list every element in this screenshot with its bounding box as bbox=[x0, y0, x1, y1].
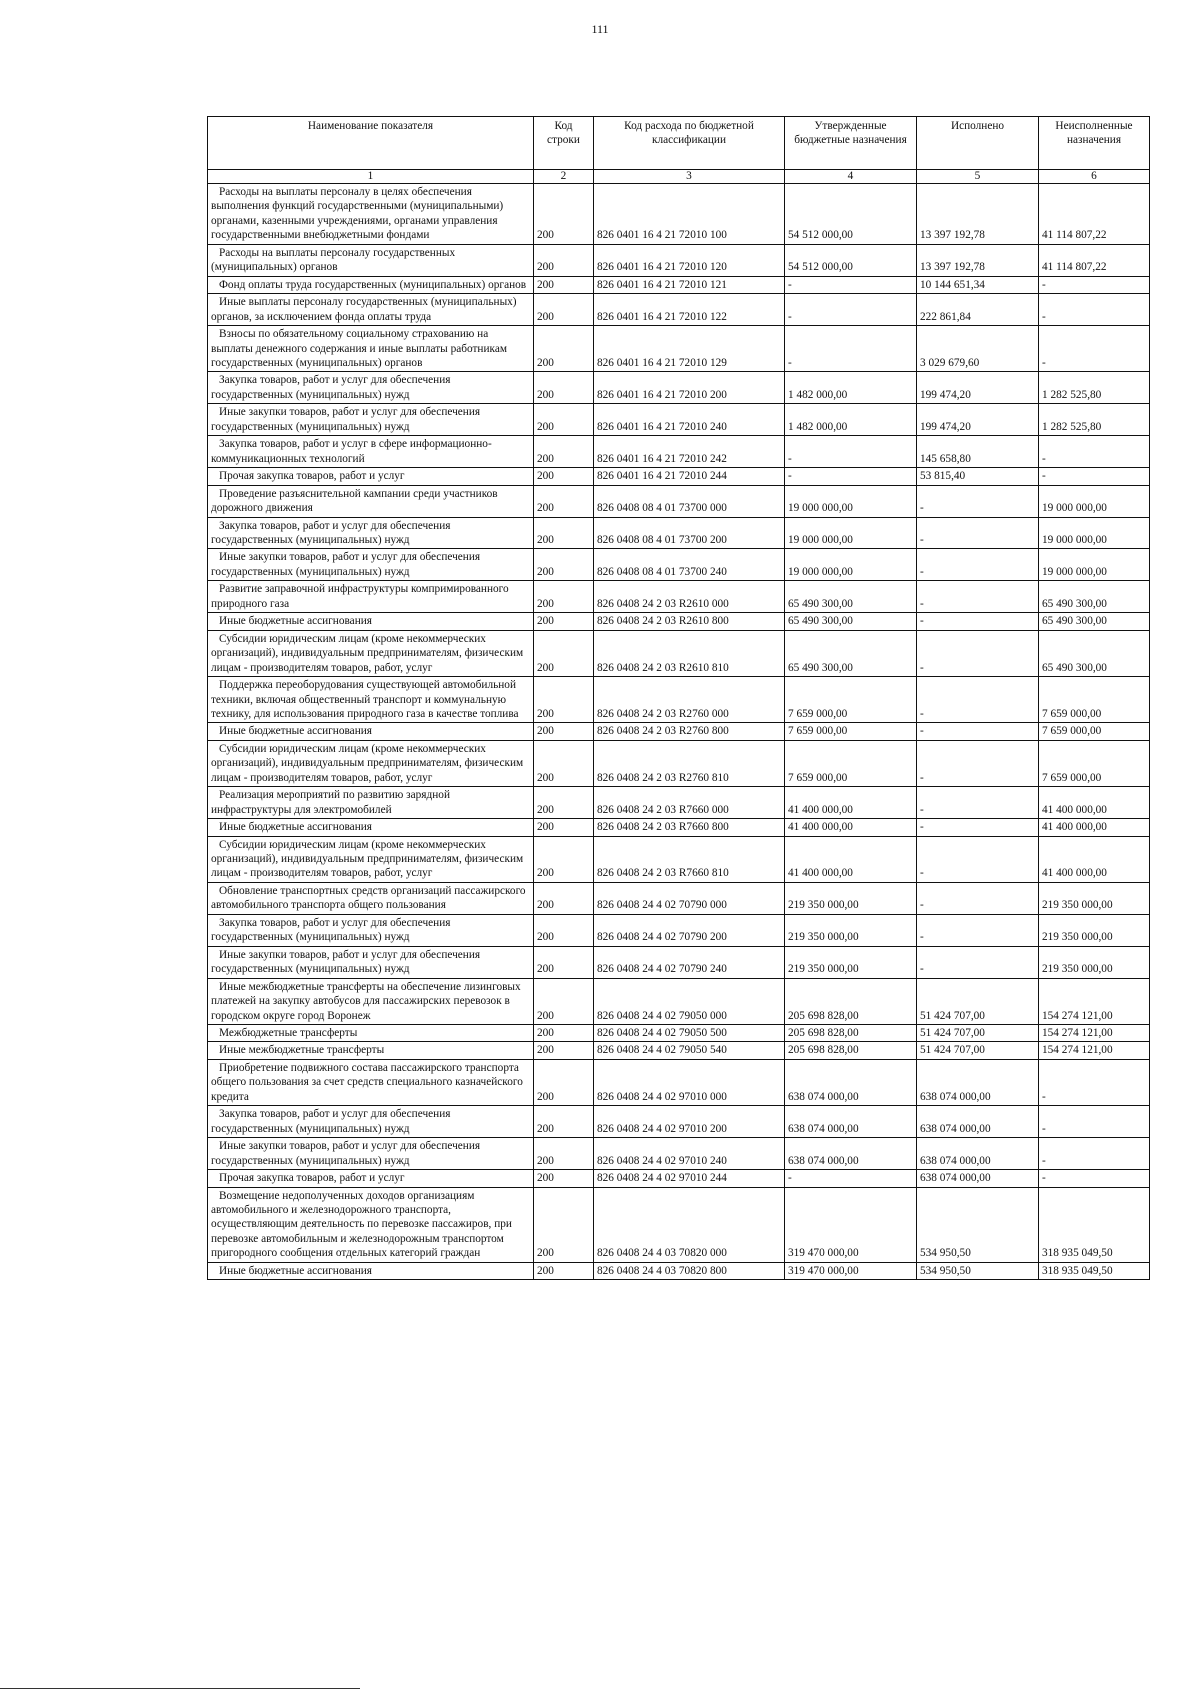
executed-amount-cell: 51 424 707,00 bbox=[917, 978, 1039, 1024]
unexecuted-amount-cell: 154 274 121,00 bbox=[1039, 1042, 1150, 1059]
expense-code-cell: 826 0408 24 4 03 70820 800 bbox=[594, 1262, 785, 1279]
unexecuted-amount-cell: - bbox=[1039, 1138, 1150, 1170]
header-approved: Утвержденные бюджетные назначения bbox=[785, 117, 917, 170]
unexecuted-amount-cell: 219 350 000,00 bbox=[1039, 946, 1150, 978]
table-row bbox=[208, 404, 1150, 436]
table-row bbox=[208, 1187, 1150, 1262]
approved-amount-cell: - bbox=[785, 436, 917, 468]
executed-amount-cell: - bbox=[917, 836, 1039, 882]
approved-amount-cell: 205 698 828,00 bbox=[785, 1042, 917, 1059]
indicator-name-cell: Закупка товаров, работ и услуг для обеспечения государственных (муниципальных) нужд bbox=[208, 372, 534, 404]
table-body bbox=[208, 184, 1150, 1280]
expense-code-cell: 826 0408 24 4 02 70790 240 bbox=[594, 946, 785, 978]
executed-amount-cell: - bbox=[917, 946, 1039, 978]
unexecuted-amount-cell: 65 490 300,00 bbox=[1039, 581, 1150, 613]
indicator-name-cell: Иные закупки товаров, работ и услуг для обеспечения государственных (муниципальных) нужд bbox=[208, 1138, 534, 1170]
line-code-cell: 200 bbox=[534, 468, 594, 485]
table-row bbox=[208, 914, 1150, 946]
unexecuted-amount-cell: - bbox=[1039, 468, 1150, 485]
line-code-cell: 200 bbox=[534, 294, 594, 326]
approved-amount-cell: 7 659 000,00 bbox=[785, 677, 917, 723]
table-row bbox=[208, 1106, 1150, 1138]
indicator-name-cell: Закупка товаров, работ и услуг для обеспечения государственных (муниципальных) нужд bbox=[208, 914, 534, 946]
expense-code-cell: 826 0408 24 2 03 R7660 810 bbox=[594, 836, 785, 882]
line-code-cell: 200 bbox=[534, 978, 594, 1024]
unexecuted-amount-cell: 41 114 807,22 bbox=[1039, 184, 1150, 245]
line-code-cell: 200 bbox=[534, 1059, 594, 1105]
column-number: 2 bbox=[534, 170, 594, 184]
scan-edge-line bbox=[0, 1688, 360, 1689]
table-row bbox=[208, 1059, 1150, 1105]
expense-code-cell: 826 0408 24 2 03 R2610 810 bbox=[594, 630, 785, 676]
expense-code-cell: 826 0408 24 4 02 97010 244 bbox=[594, 1170, 785, 1187]
indicator-name-cell: Возмещение недополученных доходов организациям автомобильного и железнодорожного транспорта, осуществляющим деятельность по перевозке пассажиров, при перевозке автомобильным и железнодорожным транспортом пригородного сообщения отдельных категорий граждан bbox=[208, 1187, 534, 1262]
approved-amount-cell: 205 698 828,00 bbox=[785, 978, 917, 1024]
unexecuted-amount-cell: - bbox=[1039, 436, 1150, 468]
approved-amount-cell: 19 000 000,00 bbox=[785, 517, 917, 549]
line-code-cell: 200 bbox=[534, 372, 594, 404]
executed-amount-cell: 51 424 707,00 bbox=[917, 1042, 1039, 1059]
line-code-cell: 200 bbox=[534, 1106, 594, 1138]
column-number: 1 bbox=[208, 170, 534, 184]
table-row bbox=[208, 787, 1150, 819]
indicator-name-cell: Прочая закупка товаров, работ и услуг bbox=[208, 1170, 534, 1187]
executed-amount-cell: - bbox=[917, 630, 1039, 676]
unexecuted-amount-cell: 7 659 000,00 bbox=[1039, 740, 1150, 786]
indicator-name-cell: Закупка товаров, работ и услуг для обеспечения государственных (муниципальных) нужд bbox=[208, 517, 534, 549]
indicator-name-cell: Обновление транспортных средств организаций пассажирского автомобильного транспорта общего пользования bbox=[208, 882, 534, 914]
budget-execution-table bbox=[207, 116, 1150, 1280]
indicator-name-cell: Проведение разъяснительной кампании среди участников дорожного движения bbox=[208, 485, 534, 517]
table-row bbox=[208, 677, 1150, 723]
expense-code-cell: 826 0408 24 4 02 97010 200 bbox=[594, 1106, 785, 1138]
expense-code-cell: 826 0408 24 4 02 97010 240 bbox=[594, 1138, 785, 1170]
table-row bbox=[208, 946, 1150, 978]
unexecuted-amount-cell: 41 114 807,22 bbox=[1039, 244, 1150, 276]
indicator-name-cell: Развитие заправочной инфраструктуры компримированного природного газа bbox=[208, 581, 534, 613]
unexecuted-amount-cell: 41 400 000,00 bbox=[1039, 836, 1150, 882]
table-row bbox=[208, 1262, 1150, 1279]
table-row bbox=[208, 184, 1150, 245]
indicator-name-cell: Иные закупки товаров, работ и услуг для обеспечения государственных (муниципальных) нужд bbox=[208, 549, 534, 581]
executed-amount-cell: 53 815,40 bbox=[917, 468, 1039, 485]
line-code-cell: 200 bbox=[534, 740, 594, 786]
expense-code-cell: 826 0408 24 2 03 R2610 000 bbox=[594, 581, 785, 613]
table-row bbox=[208, 978, 1150, 1024]
unexecuted-amount-cell: 1 282 525,80 bbox=[1039, 404, 1150, 436]
approved-amount-cell: - bbox=[785, 294, 917, 326]
approved-amount-cell: 7 659 000,00 bbox=[785, 740, 917, 786]
approved-amount-cell: 41 400 000,00 bbox=[785, 819, 917, 836]
executed-amount-cell: - bbox=[917, 549, 1039, 581]
indicator-name-cell: Приобретение подвижного состава пассажирского транспорта общего пользования за счет средств специального казначейского кредита bbox=[208, 1059, 534, 1105]
executed-amount-cell: 51 424 707,00 bbox=[917, 1025, 1039, 1042]
table-row bbox=[208, 549, 1150, 581]
executed-amount-cell: 145 658,80 bbox=[917, 436, 1039, 468]
expense-code-cell: 826 0401 16 4 21 72010 100 bbox=[594, 184, 785, 245]
executed-amount-cell: - bbox=[917, 517, 1039, 549]
approved-amount-cell: 65 490 300,00 bbox=[785, 581, 917, 613]
approved-amount-cell: 219 350 000,00 bbox=[785, 946, 917, 978]
approved-amount-cell: 54 512 000,00 bbox=[785, 184, 917, 245]
indicator-name-cell: Поддержка переоборудования существующей автомобильной техники, включая общественный транспорт и коммунальную технику, для использования природного газа в качестве топлива bbox=[208, 677, 534, 723]
table-row bbox=[208, 485, 1150, 517]
expense-code-cell: 826 0408 24 4 02 70790 200 bbox=[594, 914, 785, 946]
table-row bbox=[208, 276, 1150, 293]
table-row bbox=[208, 723, 1150, 740]
executed-amount-cell: 638 074 000,00 bbox=[917, 1138, 1039, 1170]
approved-amount-cell: 219 350 000,00 bbox=[785, 882, 917, 914]
table-row bbox=[208, 517, 1150, 549]
line-code-cell: 200 bbox=[534, 1187, 594, 1262]
indicator-name-cell: Прочая закупка товаров, работ и услуг bbox=[208, 468, 534, 485]
header-line-code: Код строки bbox=[534, 117, 594, 170]
line-code-cell: 200 bbox=[534, 882, 594, 914]
line-code-cell: 200 bbox=[534, 836, 594, 882]
expense-code-cell: 826 0408 08 4 01 73700 240 bbox=[594, 549, 785, 581]
table-row bbox=[208, 1138, 1150, 1170]
indicator-name-cell: Иные закупки товаров, работ и услуг для обеспечения государственных (муниципальных) нужд bbox=[208, 946, 534, 978]
table-row bbox=[208, 294, 1150, 326]
line-code-cell: 200 bbox=[534, 581, 594, 613]
approved-amount-cell: 19 000 000,00 bbox=[785, 549, 917, 581]
executed-amount-cell: - bbox=[917, 613, 1039, 630]
line-code-cell: 200 bbox=[534, 946, 594, 978]
executed-amount-cell: - bbox=[917, 723, 1039, 740]
expense-code-cell: 826 0401 16 4 21 72010 240 bbox=[594, 404, 785, 436]
unexecuted-amount-cell: 7 659 000,00 bbox=[1039, 677, 1150, 723]
line-code-cell: 200 bbox=[534, 244, 594, 276]
indicator-name-cell: Субсидии юридическим лицам (кроме некоммерческих организаций), индивидуальным предпринимателям, физическим лицам - производителям товаров, работ, услуг bbox=[208, 836, 534, 882]
expense-code-cell: 826 0401 16 4 21 72010 242 bbox=[594, 436, 785, 468]
unexecuted-amount-cell: 219 350 000,00 bbox=[1039, 914, 1150, 946]
expense-code-cell: 826 0408 24 2 03 R7660 800 bbox=[594, 819, 785, 836]
expense-code-cell: 826 0401 16 4 21 72010 200 bbox=[594, 372, 785, 404]
executed-amount-cell: 638 074 000,00 bbox=[917, 1106, 1039, 1138]
expense-code-cell: 826 0408 24 4 02 79050 540 bbox=[594, 1042, 785, 1059]
approved-amount-cell: 19 000 000,00 bbox=[785, 485, 917, 517]
unexecuted-amount-cell: 7 659 000,00 bbox=[1039, 723, 1150, 740]
table-row bbox=[208, 1170, 1150, 1187]
approved-amount-cell: 205 698 828,00 bbox=[785, 1025, 917, 1042]
header-unexecuted: Неисполненные назначения bbox=[1039, 117, 1150, 170]
unexecuted-amount-cell: - bbox=[1039, 276, 1150, 293]
expense-code-cell: 826 0408 24 2 03 R2760 000 bbox=[594, 677, 785, 723]
indicator-name-cell: Реализация мероприятий по развитию зарядной инфраструктуры для электромобилей bbox=[208, 787, 534, 819]
unexecuted-amount-cell: 318 935 049,50 bbox=[1039, 1262, 1150, 1279]
indicator-name-cell: Взносы по обязательному социальному страхованию на выплаты денежного содержания и иные выплаты работникам государственных (муниципальных) органов bbox=[208, 326, 534, 372]
executed-amount-cell: 199 474,20 bbox=[917, 404, 1039, 436]
table-row bbox=[208, 630, 1150, 676]
line-code-cell: 200 bbox=[534, 184, 594, 245]
approved-amount-cell: 1 482 000,00 bbox=[785, 372, 917, 404]
table-row bbox=[208, 244, 1150, 276]
indicator-name-cell: Иные межбюджетные трансферты bbox=[208, 1042, 534, 1059]
approved-amount-cell: - bbox=[785, 276, 917, 293]
unexecuted-amount-cell: 219 350 000,00 bbox=[1039, 882, 1150, 914]
expense-code-cell: 826 0408 24 4 02 97010 000 bbox=[594, 1059, 785, 1105]
column-number: 5 bbox=[917, 170, 1039, 184]
unexecuted-amount-cell: - bbox=[1039, 1170, 1150, 1187]
unexecuted-amount-cell: 318 935 049,50 bbox=[1039, 1187, 1150, 1262]
unexecuted-amount-cell: - bbox=[1039, 294, 1150, 326]
unexecuted-amount-cell: - bbox=[1039, 1059, 1150, 1105]
expense-code-cell: 826 0408 24 2 03 R7660 000 bbox=[594, 787, 785, 819]
line-code-cell: 200 bbox=[534, 1042, 594, 1059]
line-code-cell: 200 bbox=[534, 1138, 594, 1170]
line-code-cell: 200 bbox=[534, 436, 594, 468]
approved-amount-cell: 219 350 000,00 bbox=[785, 914, 917, 946]
expense-code-cell: 826 0408 24 4 03 70820 000 bbox=[594, 1187, 785, 1262]
table-row bbox=[208, 1025, 1150, 1042]
column-number: 3 bbox=[594, 170, 785, 184]
executed-amount-cell: - bbox=[917, 485, 1039, 517]
indicator-name-cell: Закупка товаров, работ и услуг в сфере информационно-коммуникационных технологий bbox=[208, 436, 534, 468]
table-header-row bbox=[208, 117, 1150, 170]
expense-code-cell: 826 0401 16 4 21 72010 122 bbox=[594, 294, 785, 326]
header-expense-code: Код расхода по бюджетной классификации bbox=[594, 117, 785, 170]
table-row bbox=[208, 740, 1150, 786]
line-code-cell: 200 bbox=[534, 1262, 594, 1279]
unexecuted-amount-cell: 41 400 000,00 bbox=[1039, 787, 1150, 819]
executed-amount-cell: - bbox=[917, 787, 1039, 819]
indicator-name-cell: Расходы на выплаты персоналу в целях обеспечения выполнения функций государственными (муниципальными) органами, казенными учреждениями, органами управления государственными внебюджетными фондами bbox=[208, 184, 534, 245]
executed-amount-cell: 534 950,50 bbox=[917, 1262, 1039, 1279]
line-code-cell: 200 bbox=[534, 613, 594, 630]
approved-amount-cell: 638 074 000,00 bbox=[785, 1059, 917, 1105]
indicator-name-cell: Расходы на выплаты персоналу государственных (муниципальных) органов bbox=[208, 244, 534, 276]
expense-code-cell: 826 0408 24 4 02 79050 000 bbox=[594, 978, 785, 1024]
table-row bbox=[208, 436, 1150, 468]
line-code-cell: 200 bbox=[534, 326, 594, 372]
executed-amount-cell: 199 474,20 bbox=[917, 372, 1039, 404]
unexecuted-amount-cell: 154 274 121,00 bbox=[1039, 978, 1150, 1024]
indicator-name-cell: Межбюджетные трансферты bbox=[208, 1025, 534, 1042]
approved-amount-cell: 638 074 000,00 bbox=[785, 1138, 917, 1170]
approved-amount-cell: 65 490 300,00 bbox=[785, 630, 917, 676]
expense-code-cell: 826 0408 24 4 02 79050 500 bbox=[594, 1025, 785, 1042]
executed-amount-cell: 638 074 000,00 bbox=[917, 1059, 1039, 1105]
page-number: 111 bbox=[591, 22, 609, 36]
header-indicator-name: Наименование показателя bbox=[208, 117, 534, 170]
approved-amount-cell: 65 490 300,00 bbox=[785, 613, 917, 630]
unexecuted-amount-cell: 65 490 300,00 bbox=[1039, 613, 1150, 630]
approved-amount-cell: 319 470 000,00 bbox=[785, 1262, 917, 1279]
line-code-cell: 200 bbox=[534, 1170, 594, 1187]
table-row bbox=[208, 882, 1150, 914]
executed-amount-cell: 13 397 192,78 bbox=[917, 244, 1039, 276]
line-code-cell: 200 bbox=[534, 677, 594, 723]
line-code-cell: 200 bbox=[534, 517, 594, 549]
unexecuted-amount-cell: 19 000 000,00 bbox=[1039, 549, 1150, 581]
unexecuted-amount-cell: 1 282 525,80 bbox=[1039, 372, 1150, 404]
expense-code-cell: 826 0401 16 4 21 72010 121 bbox=[594, 276, 785, 293]
approved-amount-cell: 41 400 000,00 bbox=[785, 836, 917, 882]
executed-amount-cell: 13 397 192,78 bbox=[917, 184, 1039, 245]
expense-code-cell: 826 0408 08 4 01 73700 000 bbox=[594, 485, 785, 517]
column-number: 4 bbox=[785, 170, 917, 184]
expense-code-cell: 826 0408 24 2 03 R2760 810 bbox=[594, 740, 785, 786]
unexecuted-amount-cell: 65 490 300,00 bbox=[1039, 630, 1150, 676]
approved-amount-cell: - bbox=[785, 468, 917, 485]
executed-amount-cell: - bbox=[917, 819, 1039, 836]
indicator-name-cell: Закупка товаров, работ и услуг для обеспечения государственных (муниципальных) нужд bbox=[208, 1106, 534, 1138]
column-number-row bbox=[208, 170, 1150, 184]
indicator-name-cell: Субсидии юридическим лицам (кроме некоммерческих организаций), индивидуальным предпринимателям, физическим лицам - производителям товаров, работ, услуг bbox=[208, 630, 534, 676]
approved-amount-cell: 54 512 000,00 bbox=[785, 244, 917, 276]
table-row bbox=[208, 836, 1150, 882]
expense-code-cell: 826 0401 16 4 21 72010 120 bbox=[594, 244, 785, 276]
line-code-cell: 200 bbox=[534, 914, 594, 946]
table-row bbox=[208, 581, 1150, 613]
line-code-cell: 200 bbox=[534, 630, 594, 676]
executed-amount-cell: - bbox=[917, 677, 1039, 723]
executed-amount-cell: - bbox=[917, 882, 1039, 914]
table-row bbox=[208, 468, 1150, 485]
table-row bbox=[208, 372, 1150, 404]
indicator-name-cell: Субсидии юридическим лицам (кроме некоммерческих организаций), индивидуальным предпринимателям, физическим лицам - производителям товаров, работ, услуг bbox=[208, 740, 534, 786]
executed-amount-cell: - bbox=[917, 914, 1039, 946]
line-code-cell: 200 bbox=[534, 276, 594, 293]
approved-amount-cell: 638 074 000,00 bbox=[785, 1106, 917, 1138]
table-row bbox=[208, 326, 1150, 372]
expense-code-cell: 826 0408 24 4 02 70790 000 bbox=[594, 882, 785, 914]
executed-amount-cell: 534 950,50 bbox=[917, 1187, 1039, 1262]
indicator-name-cell: Иные бюджетные ассигнования bbox=[208, 613, 534, 630]
line-code-cell: 200 bbox=[534, 723, 594, 740]
indicator-name-cell: Иные межбюджетные трансферты на обеспечение лизинговых платежей на закупку автобусов для пассажирских перевозок в городском округе город Воронеж bbox=[208, 978, 534, 1024]
line-code-cell: 200 bbox=[534, 549, 594, 581]
approved-amount-cell: 319 470 000,00 bbox=[785, 1187, 917, 1262]
indicator-name-cell: Иные бюджетные ассигнования bbox=[208, 1262, 534, 1279]
unexecuted-amount-cell: - bbox=[1039, 326, 1150, 372]
table-row bbox=[208, 1042, 1150, 1059]
line-code-cell: 200 bbox=[534, 404, 594, 436]
unexecuted-amount-cell: 41 400 000,00 bbox=[1039, 819, 1150, 836]
unexecuted-amount-cell: - bbox=[1039, 1106, 1150, 1138]
unexecuted-amount-cell: 19 000 000,00 bbox=[1039, 485, 1150, 517]
approved-amount-cell: - bbox=[785, 1170, 917, 1187]
executed-amount-cell: 222 861,84 bbox=[917, 294, 1039, 326]
approved-amount-cell: 1 482 000,00 bbox=[785, 404, 917, 436]
expense-code-cell: 826 0408 24 2 03 R2760 800 bbox=[594, 723, 785, 740]
indicator-name-cell: Иные закупки товаров, работ и услуг для обеспечения государственных (муниципальных) нужд bbox=[208, 404, 534, 436]
indicator-name-cell: Иные бюджетные ассигнования bbox=[208, 723, 534, 740]
executed-amount-cell: - bbox=[917, 740, 1039, 786]
executed-amount-cell: 10 144 651,34 bbox=[917, 276, 1039, 293]
line-code-cell: 200 bbox=[534, 485, 594, 517]
expense-code-cell: 826 0408 24 2 03 R2610 800 bbox=[594, 613, 785, 630]
approved-amount-cell: 41 400 000,00 bbox=[785, 787, 917, 819]
table-row bbox=[208, 613, 1150, 630]
executed-amount-cell: 3 029 679,60 bbox=[917, 326, 1039, 372]
line-code-cell: 200 bbox=[534, 787, 594, 819]
unexecuted-amount-cell: 19 000 000,00 bbox=[1039, 517, 1150, 549]
indicator-name-cell: Иные выплаты персоналу государственных (муниципальных) органов, за исключением фонда оплаты труда bbox=[208, 294, 534, 326]
expense-code-cell: 826 0401 16 4 21 72010 129 bbox=[594, 326, 785, 372]
line-code-cell: 200 bbox=[534, 819, 594, 836]
expense-code-cell: 826 0408 08 4 01 73700 200 bbox=[594, 517, 785, 549]
approved-amount-cell: - bbox=[785, 326, 917, 372]
indicator-name-cell: Фонд оплаты труда государственных (муниципальных) органов bbox=[208, 276, 534, 293]
approved-amount-cell: 7 659 000,00 bbox=[785, 723, 917, 740]
executed-amount-cell: 638 074 000,00 bbox=[917, 1170, 1039, 1187]
line-code-cell: 200 bbox=[534, 1025, 594, 1042]
column-number: 6 bbox=[1039, 170, 1150, 184]
table-row bbox=[208, 819, 1150, 836]
indicator-name-cell: Иные бюджетные ассигнования bbox=[208, 819, 534, 836]
expense-code-cell: 826 0401 16 4 21 72010 244 bbox=[594, 468, 785, 485]
unexecuted-amount-cell: 154 274 121,00 bbox=[1039, 1025, 1150, 1042]
header-executed: Исполнено bbox=[917, 117, 1039, 170]
executed-amount-cell: - bbox=[917, 581, 1039, 613]
